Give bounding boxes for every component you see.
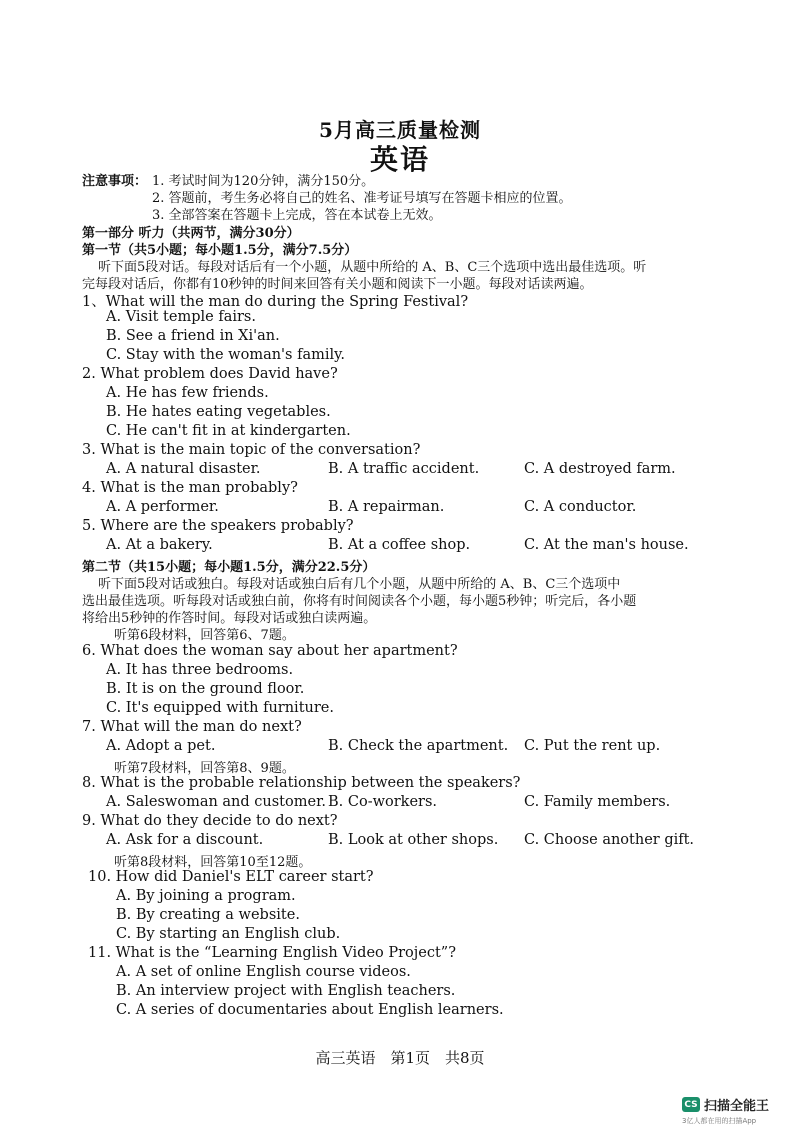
- watermark-app-name: 扫描全能王: [704, 1099, 770, 1114]
- option: C. Family members.: [524, 794, 671, 810]
- exam-title: 5月高三质量检测: [319, 118, 481, 142]
- question-text: 5. Where are the speakers probably?: [82, 518, 354, 534]
- option: A. Visit temple fairs.: [106, 309, 256, 325]
- watermark-tagline: 3亿人都在用的扫描App: [682, 1117, 757, 1125]
- option: A. At a bakery.: [106, 537, 213, 553]
- option: C. A conductor.: [524, 499, 637, 515]
- option: A. Saleswoman and customer.: [106, 794, 327, 810]
- option: B. See a friend in Xi'an.: [106, 328, 280, 344]
- question-text: 2. What problem does David have?: [82, 366, 338, 382]
- option: A. It has three bedrooms.: [106, 662, 294, 678]
- cs-logo-icon: CS: [682, 1097, 700, 1112]
- option: B. At a coffee shop.: [328, 537, 471, 553]
- option: B. By creating a website.: [116, 907, 300, 923]
- note-item: 3. 全部答案在答题卡上完成，答在本试卷上无效。: [152, 208, 442, 223]
- material-label: 听第6段材料，回答第6、7题。: [114, 628, 295, 643]
- option: B. It is on the ground floor.: [106, 681, 305, 697]
- part1-title: 第一部分 听力（共两节，满分30分）: [82, 226, 300, 241]
- option: B. An interview project with English teachers.: [116, 983, 456, 999]
- section1-instruction: 完每段对话后，你都有10秒钟的时间来回答有关小题和阅读下一小题。每段对话读两遍。: [82, 277, 593, 292]
- subject-title: 英语: [369, 143, 430, 176]
- question-text: 9. What do they decide to do next?: [82, 813, 338, 829]
- option: B. A repairman.: [328, 499, 445, 515]
- note-item: 1. 考试时间为120分钟，满分150分。: [152, 174, 375, 189]
- option: A. A set of online English course videos.: [116, 964, 411, 980]
- section2-title: 第二节（共15小题；每小题1.5分，满分22.5分）: [82, 560, 376, 575]
- question-text: 6. What does the woman say about her apartment?: [82, 643, 458, 659]
- option: C. By starting an English club.: [116, 926, 341, 942]
- question-text: 11. What is the “Learning English Video Project”?: [88, 945, 456, 961]
- section2-instruction: 将给出5秒钟的作答时间。每段对话或独白读两遍。: [82, 611, 377, 626]
- section1-instruction: 听下面5段对话。每段对话后有一个小题，从题中所给的 A、B、C三个选项中选出最佳选项。听: [98, 260, 647, 275]
- option: C. He can't fit in at kindergarten.: [106, 423, 351, 439]
- question-text: 10. How did Daniel's ELT career start?: [88, 869, 374, 885]
- scanner-watermark: [682, 1095, 769, 1114]
- page-footer: 高三英语 第1页 共8页: [315, 1049, 485, 1067]
- option: A. A performer.: [106, 499, 219, 515]
- option: B. Co-workers.: [328, 794, 438, 810]
- question-text: 1、What will the man do during the Spring Festival?: [82, 294, 469, 310]
- option: A. By joining a program.: [116, 888, 296, 904]
- question-text: 4. What is the man probably?: [82, 480, 298, 496]
- section2-instruction: 听下面5段对话或独白。每段对话或独白后有几个小题，从题中所给的 A、B、C三个选项中: [98, 577, 621, 592]
- option: A. Adopt a pet.: [106, 738, 216, 754]
- option: C. Put the rent up.: [524, 738, 661, 754]
- question-text: 3. What is the main topic of the conversation?: [82, 442, 421, 458]
- option: B. He hates eating vegetables.: [106, 404, 331, 420]
- option: B. Look at other shops.: [328, 832, 499, 848]
- question-text: 8. What is the probable relationship between the speakers?: [82, 775, 521, 791]
- section2-instruction: 选出最佳选项。听每段对话或独白前，你将有时间阅读各个小题，每小题5秒钟；听完后，各小题: [82, 594, 637, 609]
- material-label: 听第7段材料，回答第8、9题。: [114, 761, 295, 776]
- option: B. Check the apartment.: [328, 738, 509, 754]
- option: C. A destroyed farm.: [524, 461, 676, 477]
- option: A. He has few friends.: [106, 385, 269, 401]
- option: C. Choose another gift.: [524, 832, 695, 848]
- option: C. Stay with the woman's family.: [106, 347, 346, 363]
- material-label: 听第8段材料，回答第10至12题。: [114, 855, 312, 870]
- option: B. A traffic accident.: [328, 461, 480, 477]
- question-text: 7. What will the man do next?: [82, 719, 302, 735]
- notes-label: 注意事项：: [82, 174, 148, 189]
- section1-title: 第一节（共5小题；每小题1.5分，满分7.5分）: [82, 243, 358, 258]
- option: A. Ask for a discount.: [106, 832, 264, 848]
- option: A. A natural disaster.: [106, 461, 261, 477]
- option: C. At the man's house.: [524, 537, 689, 553]
- option: C. A series of documentaries about English learners.: [116, 1002, 504, 1018]
- option: C. It's equipped with furniture.: [106, 700, 334, 716]
- note-item: 2. 答题前，考生务必将自己的姓名、准考证号填写在答题卡相应的位置。: [152, 191, 572, 206]
